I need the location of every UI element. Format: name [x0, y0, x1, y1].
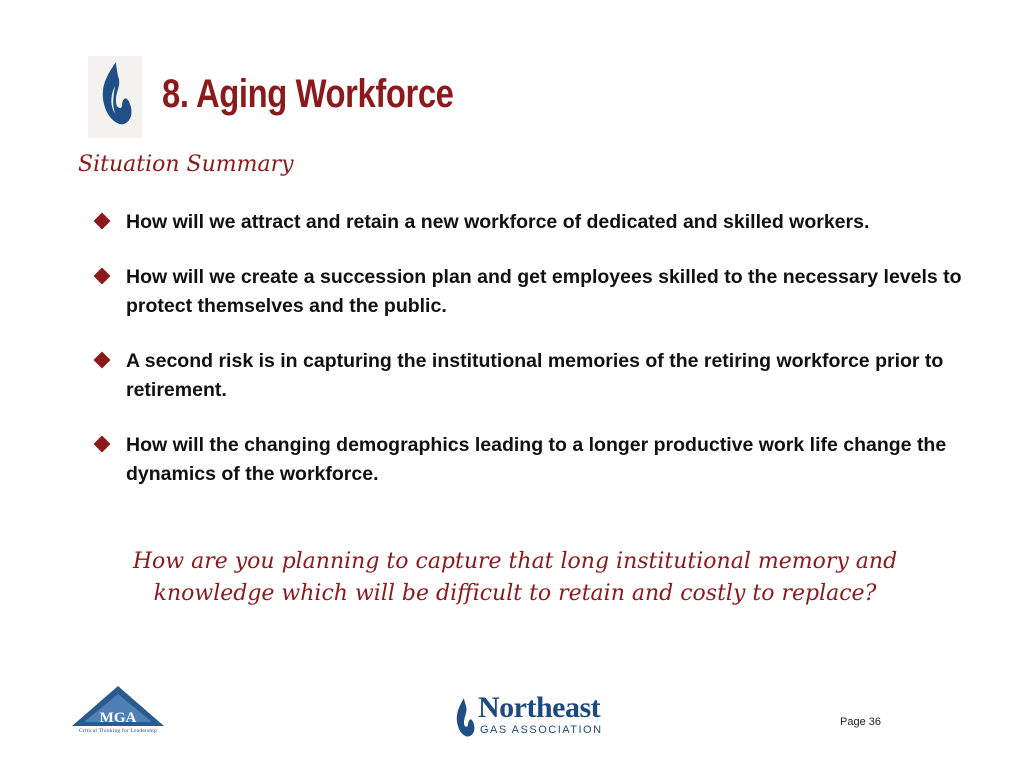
bullet-item — [90, 431, 970, 489]
bullet-item — [90, 208, 970, 237]
bullet-list — [90, 208, 970, 515]
bullet-text: How will the changing demographics leading to a longer productive work life change the dynamics of the workforce. — [126, 434, 947, 485]
flame-logo — [88, 56, 142, 138]
page-number: Page 36 — [840, 716, 881, 728]
diamond-icon — [94, 352, 111, 369]
bullet-item — [90, 263, 970, 321]
bullet-item — [90, 347, 970, 405]
diamond-icon — [94, 268, 111, 285]
mga-logo-text: MGA — [99, 710, 137, 726]
diamond-icon — [94, 213, 111, 230]
slide-title: 8. Aging Workforce — [162, 72, 454, 116]
slide-subtitle: Situation Summary — [78, 152, 294, 177]
bullet-text: How will we attract and retain a new workforce of dedicated and skilled workers. — [126, 211, 870, 233]
mga-tagline: Critical Thinking for Leadership — [79, 728, 157, 734]
bullet-text: A second risk is in capturing the institutional memories of the retiring workforce prior to retirement. — [126, 350, 944, 401]
nga-name: Northeast — [478, 691, 601, 724]
diamond-icon — [94, 436, 111, 453]
flame-icon — [88, 56, 142, 138]
nga-subtitle: GAS ASSOCIATION — [480, 724, 603, 736]
closing-question: How are you planning to capture that long institutional memory and knowledge which will be difficult to retain and costly to replace? — [132, 549, 898, 606]
bullet-text: How will we create a succession plan and get employees skilled to the necessary levels to protect themselves and the public. — [126, 266, 962, 317]
